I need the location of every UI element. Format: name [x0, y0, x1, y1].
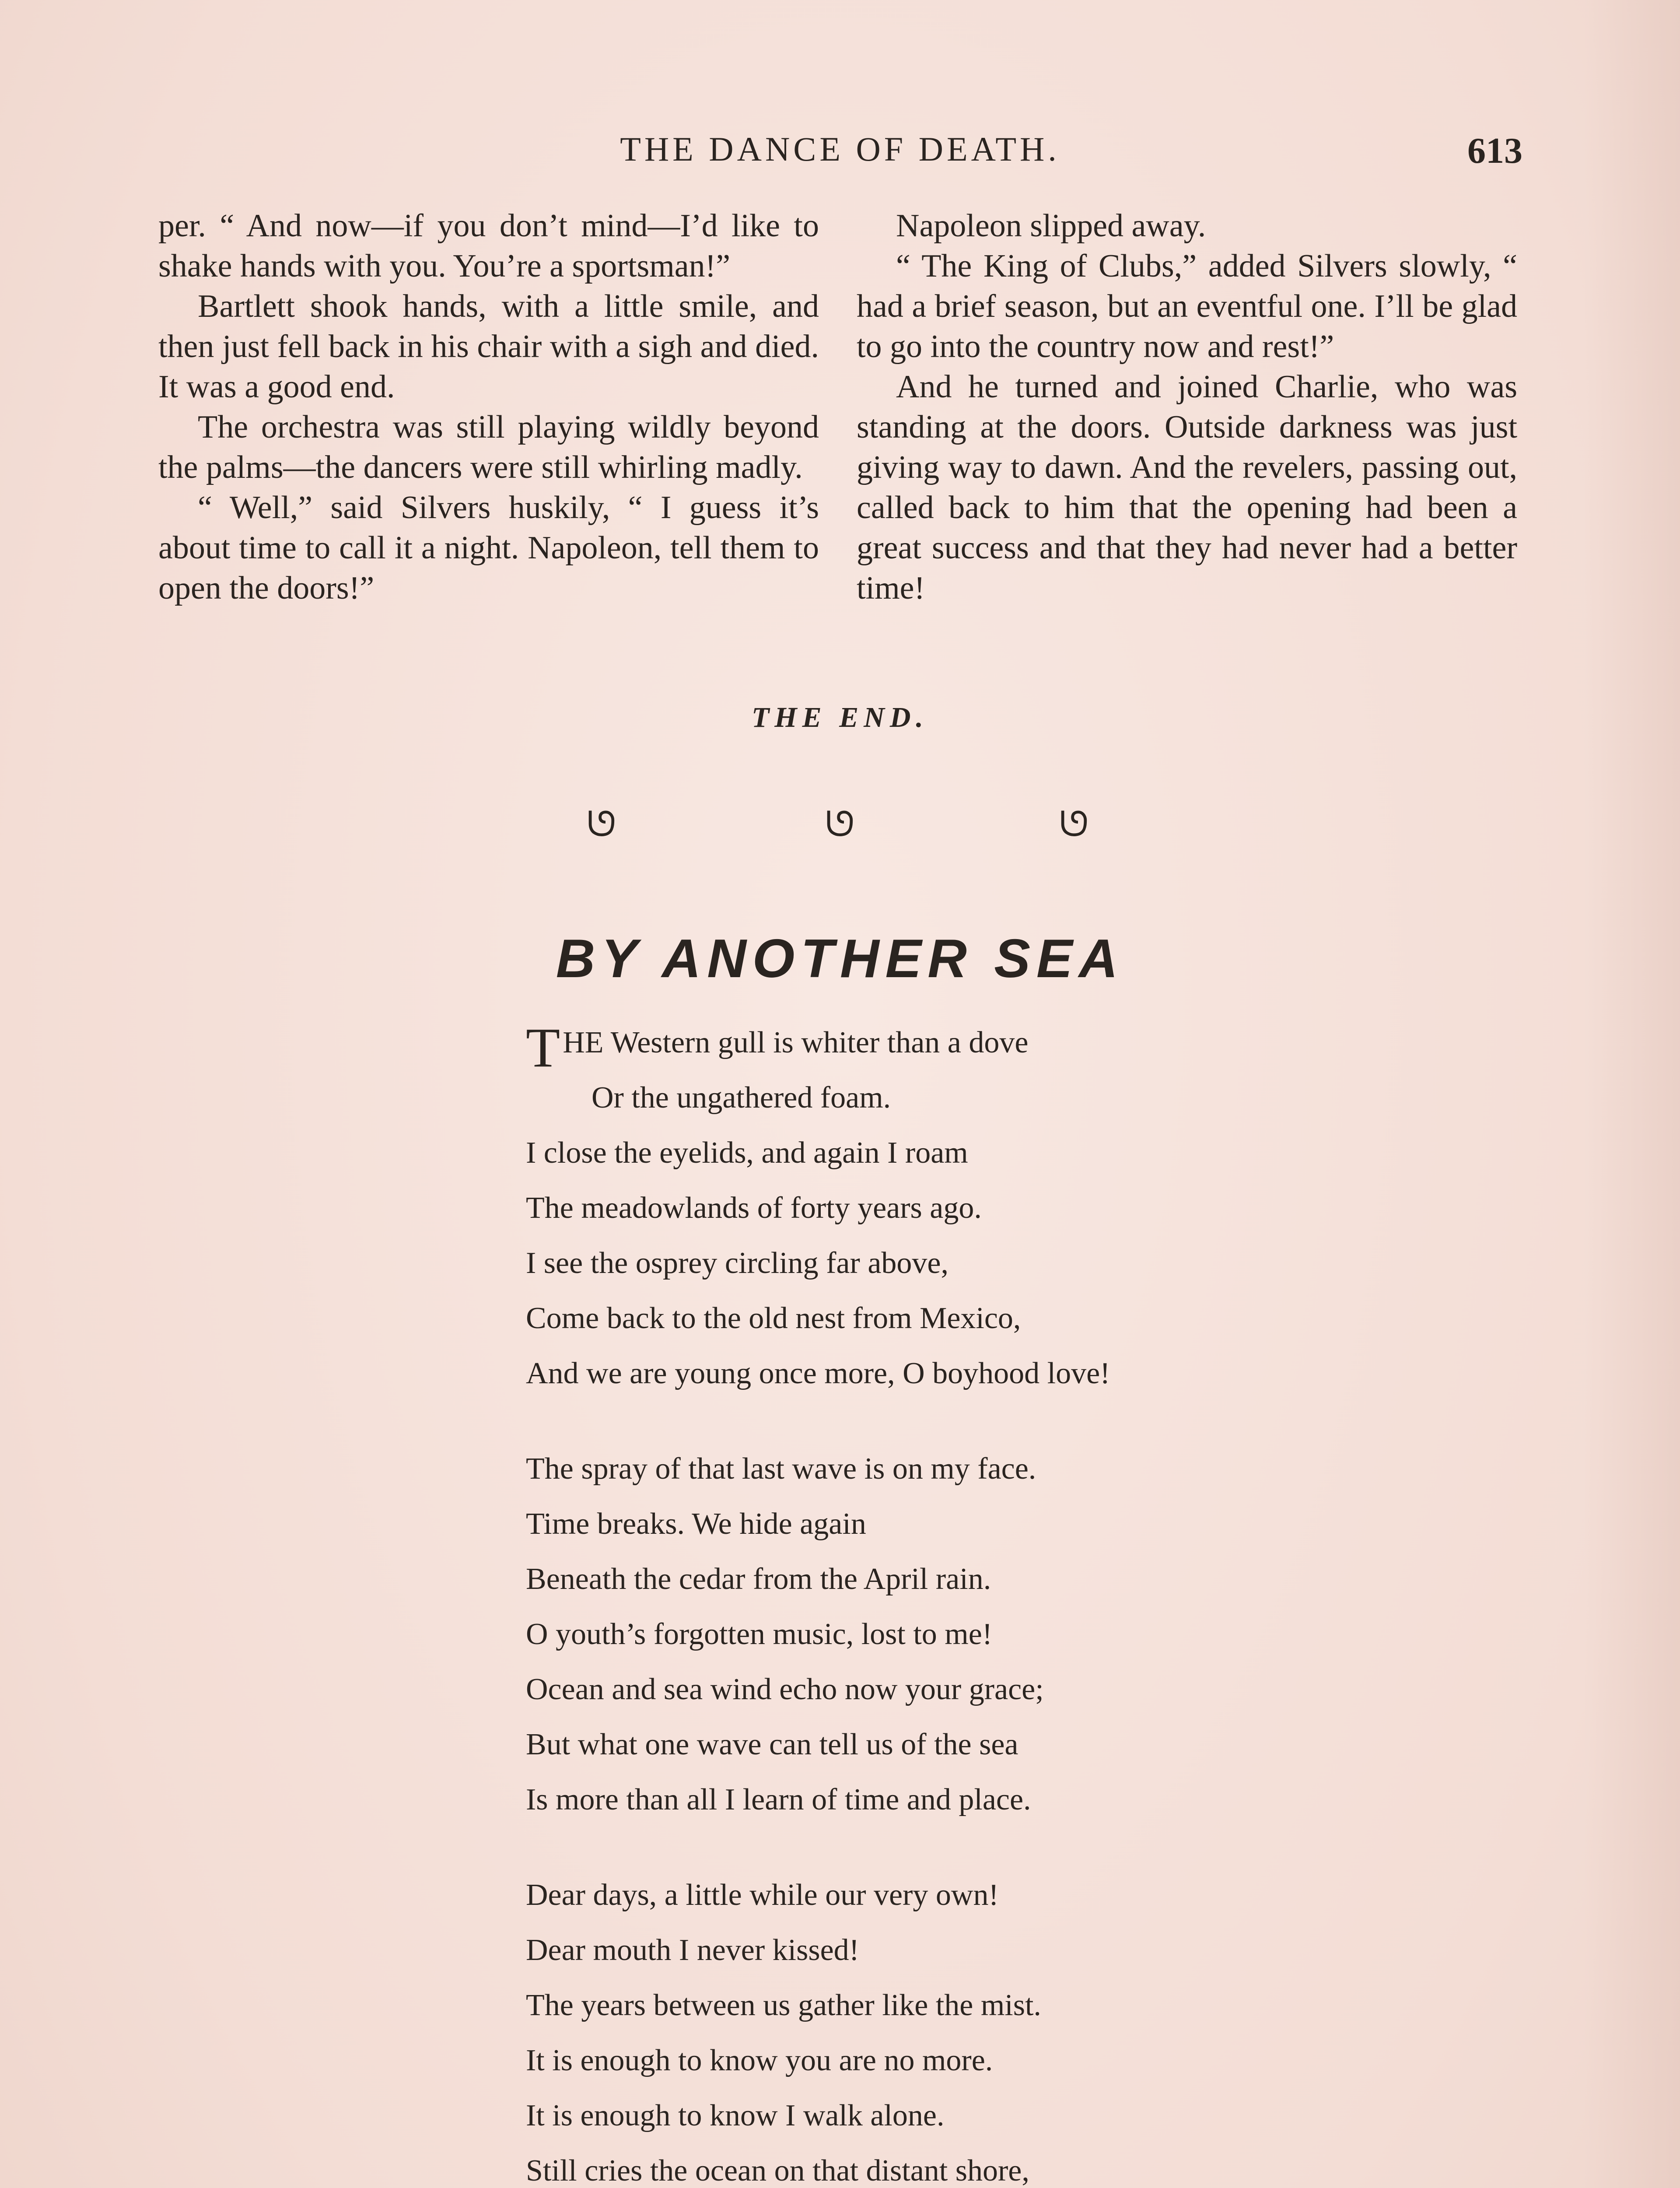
poem-line — [526, 1015, 1357, 1079]
poem-line: Come back to the old nest from Mexico, — [526, 1301, 1021, 1335]
stanza — [526, 1441, 1357, 1827]
poem-line: The years between us gather like the mist. — [526, 1988, 1041, 2022]
poem-line: And we are young once more, O boyhood love! — [526, 1357, 1110, 1390]
ornament-row — [569, 805, 1111, 853]
page-edge-shadow — [1584, 0, 1680, 2188]
poem-line: Still cries the ocean on that distant shore, — [526, 2154, 1029, 2188]
poem-line: O youth’s forgotten music, lost to me! — [526, 1617, 993, 1651]
drop-cap: T — [526, 1017, 560, 1079]
poem-line: Or the ungathered foam. — [592, 1081, 891, 1115]
poem-line: But what one wave can tell us of the sea — [526, 1728, 1018, 1761]
paragraph: Bartlett shook hands, with a little smile, and then just fell back in his chair with a sigh and died. It was a good end. — [158, 288, 819, 405]
paragraph: The orchestra was still playing wildly beyond the palms—the dancers were still whirling madly. — [158, 409, 819, 485]
poem-line: The spray of that last wave is on my face. — [526, 1452, 1036, 1486]
left-column — [158, 206, 819, 608]
ornament-icon: ᘎ — [587, 806, 616, 844]
paragraph: “ The King of Clubs,” added Silvers slowly, “ had a brief season, but an eventful one. I’ll be glad to go into the country now and rest!” — [857, 248, 1517, 365]
poem-body — [526, 1015, 1357, 2188]
poem-line: I see the osprey circling far above, — [526, 1246, 948, 1280]
end-marker: THE END. — [751, 701, 929, 733]
poem-title: BY ANOTHER SEA — [556, 929, 1124, 989]
page-number: 613 — [1467, 130, 1522, 171]
stanza — [526, 1015, 1357, 1401]
poem-line-text: HE Western gull is whiter than a dove — [563, 1026, 1029, 1059]
ornament-icon: ᘎ — [1059, 806, 1089, 844]
poem-line: Beneath the cedar from the April rain. — [526, 1562, 991, 1596]
paragraph: Napoleon slipped away. — [896, 208, 1206, 244]
running-header — [158, 130, 1522, 178]
paragraph: And he turned and joined Charlie, who was standing at the doors. Outside darkness was just giving way to dawn. And the revelers, passing out, called back to him that the opening had been a great success and that they had never had a better time! — [857, 369, 1517, 606]
poem-line: The meadowlands of forty years ago. — [526, 1191, 982, 1225]
poem-line: Time breaks. We hide again — [526, 1507, 866, 1541]
paragraph: “ Well,” said Silvers huskily, “ I guess it’s about time to call it a night. Napoleon, tell them to open the doors!” — [158, 490, 819, 606]
poem-line: Dear mouth I never kissed! — [526, 1933, 859, 1967]
running-title: THE DANCE OF DEATH. — [620, 130, 1060, 168]
poem-line: It is enough to know I walk alone. — [526, 2099, 945, 2132]
poem-line: It is enough to know you are no more. — [526, 2044, 993, 2077]
paragraph: per. “ And now—if you don’t mind—I’d like to shake hands with you. You’re a sportsman!” — [158, 208, 819, 284]
poem-line: Is more than all I learn of time and place. — [526, 1783, 1031, 1816]
poem-line: Dear days, a little while our very own! — [526, 1878, 999, 1912]
stanza — [526, 1868, 1357, 2188]
poem-line: Ocean and sea wind echo now your grace; — [526, 1673, 1044, 1706]
right-column — [857, 206, 1517, 608]
poem-line: I close the eyelids, and again I roam — [526, 1136, 968, 1170]
ornament-icon: ᘎ — [825, 806, 855, 844]
